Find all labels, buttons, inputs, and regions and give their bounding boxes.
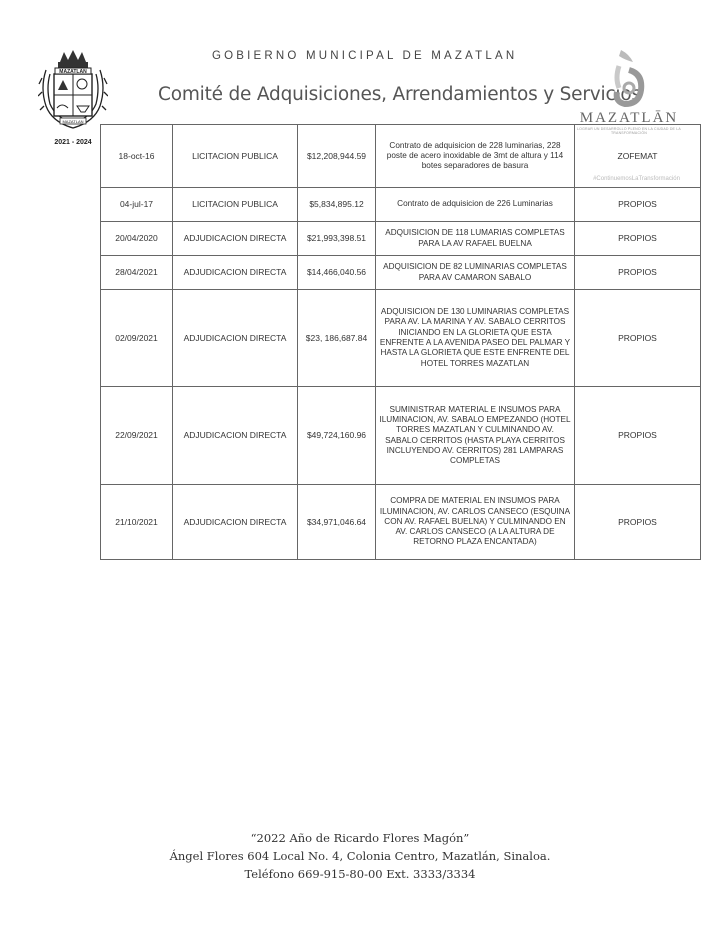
amount-cell: $5,834,895.12 [298, 188, 376, 222]
coat-of-arms-icon [38, 48, 108, 132]
logo-wordmark: MAZATLĀN [579, 110, 679, 126]
procurement-table [100, 124, 701, 560]
description-cell: Contrato de adquisicion de 228 luminarias, 228 poste de acero inoxidable de 3mt de altura y 114 botes separadores de basura [376, 125, 575, 188]
fund-source-cell: PROPIOS [575, 290, 701, 387]
table-row [101, 256, 701, 290]
page-footer [0, 829, 720, 883]
amount-cell: $49,724,160.96 [298, 387, 376, 485]
description-cell: SUMINISTRAR MATERIAL E INSUMOS PARA ILUMINACION, AV. SABALO EMPEZANDO (HOTEL TORRES MAZATLAN Y CULMINANDO AV. SABALO CERRITOS (HASTA PLAYA CERRITOS INCLUYENDO AV. CERRITOS) 281 LAMPARAS COMPLETAS [376, 387, 575, 485]
municipal-seal [38, 48, 108, 132]
amount-cell: $21,993,398.51 [298, 222, 376, 256]
date-cell: 20/04/2020 [101, 222, 173, 256]
footer-motto: “2022 Año de Ricardo Flores Magón” [250, 831, 470, 845]
table-row [101, 387, 701, 485]
description-cell: COMPRA DE MATERIAL EN INSUMOS PARA ILUMINACION, AV. CARLOS CANSECO (ESQUINA CON AV. RAFAEL BUELNA) Y CULMINANDO EN AV. CARLOS CANSECO (A LA ALTURA DE RETORNO PLAZA ENCANTADA) [376, 485, 575, 560]
fund-source-cell: PROPIOS [575, 256, 701, 290]
government-heading: GOBIERNO MUNICIPAL DE MAZATLAN [212, 50, 518, 62]
fund-source-cell: PROPIOS [575, 188, 701, 222]
procedure-type-cell: ADJUDICACION DIRECTA [173, 290, 298, 387]
table-row [101, 485, 701, 560]
table-row [101, 188, 701, 222]
fund-source-cell: PROPIOS [575, 485, 701, 560]
fund-source-text: ZOFEMAT [617, 150, 658, 161]
description-cell: ADQUISICION DE 118 LUMARIAS COMPLETAS PARA LA AV RAFAEL BUELNA [376, 222, 575, 256]
seal-bottom-text: MAZATLAN [62, 119, 84, 124]
table-row [101, 290, 701, 387]
procedure-type-cell: LICITACION PUBLICA [173, 125, 298, 188]
fund-source-cell [575, 125, 701, 188]
fund-source-cell: PROPIOS [575, 387, 701, 485]
committee-title: Comité de Adquisiciones, Arrendamientos y Servicios [158, 84, 641, 105]
shell-logo-icon [611, 48, 647, 108]
amount-cell: $14,466,040.56 [298, 256, 376, 290]
procedure-type-cell: ADJUDICACION DIRECTA [173, 256, 298, 290]
procedure-type-cell: ADJUDICACION DIRECTA [173, 222, 298, 256]
date-cell: 04-jul-17 [101, 188, 173, 222]
date-cell: 22/09/2021 [101, 387, 173, 485]
administration-years: 2021 - 2024 [54, 139, 92, 146]
table-row [101, 222, 701, 256]
hashtag-text: #ContinuemosLaTransformación [593, 175, 680, 182]
procedure-type-cell: ADJUDICACION DIRECTA [173, 387, 298, 485]
date-cell: 21/10/2021 [101, 485, 173, 560]
footer-address: Ángel Flores 604 Local No. 4, Colonia Centro, Mazatlán, Sinaloa. [169, 849, 551, 863]
date-cell: 02/09/2021 [101, 290, 173, 387]
description-cell: ADQUISICION DE 130 LUMINARIAS COMPLETAS PARA AV. LA MARINA Y AV. SABALO CERRITOS INICIANDO EN LA GLORIETA QUE ESTA ENFRENTE A LA AVENIDA PASEO DEL PALMAR Y HASTA LA GLORIETA QUE ESTE ENFRENTE DEL HOTEL TORRES MAZATLAN [376, 290, 575, 387]
date-cell: 28/04/2021 [101, 256, 173, 290]
procedure-type-cell: LICITACION PUBLICA [173, 188, 298, 222]
procedure-type-cell: ADJUDICACION DIRECTA [173, 485, 298, 560]
amount-cell: $12,208,944.59 [298, 125, 376, 188]
mazatlan-logo [574, 48, 684, 135]
description-cell: ADQUISICION DE 82 LUMINARIAS COMPLETAS PARA AV CAMARON SABALO [376, 256, 575, 290]
description-cell: Contrato de adquisicion de 226 Luminarias [376, 188, 575, 222]
date-cell: 18-oct-16 [101, 125, 173, 188]
amount-cell: $34,971,046.64 [298, 485, 376, 560]
fund-source-cell: PROPIOS [575, 222, 701, 256]
footer-phone: Teléfono 669-915-80-00 Ext. 3333/3334 [244, 867, 476, 881]
seal-banner-text: MAZATLAN [59, 69, 87, 75]
amount-cell: $23, 186,687.84 [298, 290, 376, 387]
logo-tagline: LOGRAR UN DESARROLLO PLENO EN LA CIUDAD DE LA TRANSFORMACIÓN [577, 127, 681, 136]
table-row [101, 125, 701, 188]
